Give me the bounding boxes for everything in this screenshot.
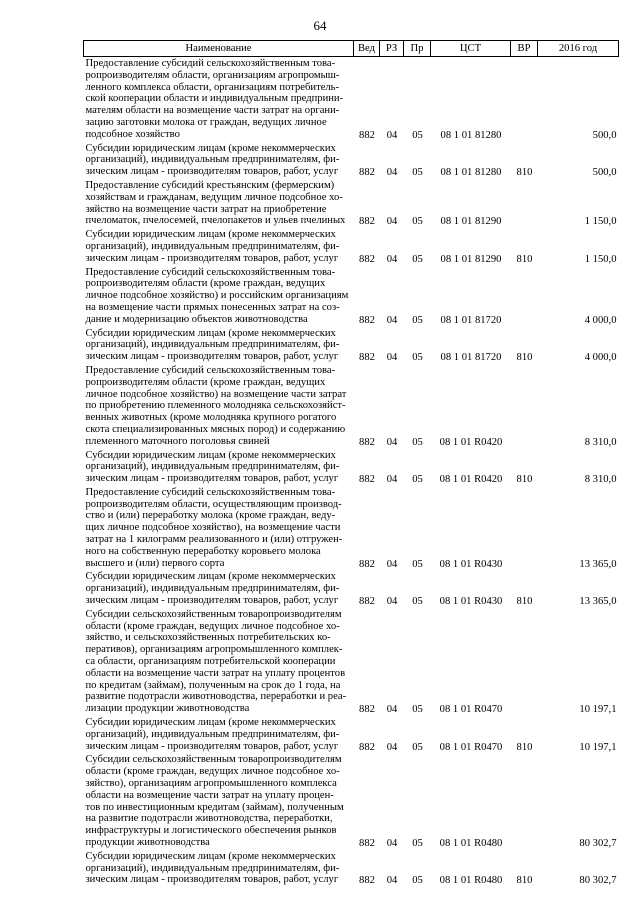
cell-rz: 04 [386, 838, 398, 849]
table-row [84, 179, 619, 228]
cell-cst: 08 1 01 R0420 [439, 436, 503, 448]
cell-sum: 8 310,0 [584, 436, 617, 448]
table-body [84, 57, 619, 888]
cell-vr [511, 486, 538, 571]
cell-pr: 05 [412, 741, 423, 753]
cell-rz: 04 [386, 129, 398, 141]
header-pr: Пр [404, 41, 431, 57]
cell-sum: 4 000,0 [584, 314, 617, 326]
cell-cst: 08 1 01 81280 [440, 129, 502, 141]
cell-name: Субсидии юридическим лицам (кроме некоммерческих организаций), индивидуальным предпринимателям, фи- зическим лицам - производителям товаров, работ, услуг [85, 449, 340, 485]
cell-cst: 08 1 01 R0430 [439, 558, 503, 570]
cell-ved: 882 [359, 875, 375, 887]
cell-vr [511, 57, 538, 142]
cell-sum: 8 310,0 [584, 474, 617, 486]
cell-ved: 882 [359, 352, 375, 364]
cell-name: Предоставление субсидий сельскохозяйственным това- ропроизводителям области (кроме граждан, ведущих личное подсобное хозяйство) и российским организациям на возмещение части прямых понесенных затрат на соз- дание и модернизацию объектов животноводства [85, 266, 349, 325]
table-row [84, 228, 619, 265]
cell-sum: 1 150,0 [584, 253, 617, 265]
cell-name: Предоставление субсидий сельскохозяйственным това- ропроизводителям области, организациям агропромыш- ленного комплекса области, организациям потребитель- ской кооперации области и индивидуальным предприни- мателям области на возмещение части затрат на органи- зацию заготовки молока от граждан, ведущих личное подсобное хозяйство [85, 58, 344, 140]
budget-table [83, 40, 619, 887]
cell-ved: 882 [359, 167, 375, 179]
cell-cst: 08 1 01 R0470 [439, 741, 503, 753]
cell-cst: 08 1 01 R0480 [439, 838, 503, 849]
cell-ved: 882 [359, 314, 375, 326]
table-row [84, 327, 619, 364]
cell-rz: 04 [386, 352, 398, 364]
table-row [84, 570, 619, 607]
cell-ved: 882 [359, 596, 375, 608]
cell-name: Субсидии юридическим лицам (кроме некоммерческих организаций), индивидуальным предпринимателям, фи- зическим лицам - производителям товаров, работ, услуг [85, 229, 340, 264]
table-row [84, 486, 619, 571]
cell-cst: 08 1 01 81720 [440, 314, 502, 326]
cell-ved: 882 [359, 558, 375, 570]
cell-ved: 882 [359, 741, 375, 753]
cell-sum: 13 365,0 [579, 558, 617, 570]
cell-ved: 882 [359, 253, 375, 265]
cell-name: Субсидии юридическим лицам (кроме некоммерческих организаций), индивидуальным предпринимателям, фи- зическим лицам - производителям товаров, работ, услуг [85, 327, 340, 363]
cell-rz: 04 [386, 875, 398, 887]
cell-sum: 500,0 [592, 129, 617, 141]
cell-sum: 4 000,0 [584, 352, 617, 364]
cell-cst: 08 1 01 R0470 [439, 704, 503, 716]
cell-rz: 04 [386, 436, 398, 448]
cell-rz: 04 [386, 314, 398, 326]
cell-pr: 05 [412, 436, 423, 448]
cell-vr: 810 [516, 167, 533, 179]
cell-sum: 80 302,7 [579, 875, 617, 887]
cell-vr: 810 [516, 253, 533, 265]
cell-vr [511, 364, 538, 449]
header-name: Наименование [84, 41, 354, 57]
cell-sum: 10 197,1 [579, 741, 617, 753]
table-row [84, 608, 619, 716]
cell-sum: 1 150,0 [584, 216, 617, 228]
cell-pr: 05 [412, 474, 423, 486]
cell-cst: 08 1 01 R0430 [439, 596, 503, 608]
cell-cst: 08 1 01 81280 [440, 167, 502, 179]
table-row [84, 266, 619, 327]
cell-name: Субсидии юридическим лицам (кроме некоммерческих организаций), индивидуальным предпринимателям, фи- зическим лицам - производителям товаров, работ, услуг [85, 850, 340, 886]
cell-vr: 810 [516, 875, 533, 887]
cell-cst: 08 1 01 81720 [440, 352, 502, 364]
cell-pr: 05 [412, 129, 423, 141]
header-vr: ВР [511, 41, 538, 57]
cell-vr: 810 [516, 352, 533, 364]
cell-pr: 05 [412, 314, 423, 326]
cell-ved: 882 [359, 436, 375, 448]
cell-ved: 882 [359, 129, 375, 141]
cell-vr: 810 [516, 474, 533, 486]
cell-rz: 04 [386, 741, 398, 753]
table-row [84, 850, 619, 887]
cell-rz: 04 [386, 558, 398, 570]
table-row [84, 364, 619, 449]
cell-pr: 05 [412, 704, 423, 716]
cell-ved: 882 [359, 704, 375, 716]
table-row [84, 716, 619, 753]
table-row [84, 57, 619, 142]
page-number: 64 [313, 18, 327, 33]
cell-cst: 08 1 01 R0480 [439, 875, 503, 887]
cell-pr: 05 [412, 167, 423, 179]
cell-pr: 05 [412, 216, 423, 228]
table-header [84, 41, 619, 57]
cell-vr: 810 [516, 741, 533, 753]
header-row [84, 41, 619, 57]
cell-vr [511, 608, 538, 716]
cell-name: Субсидии сельскохозяйственным товаропроизводителям области (кроме граждан, ведущих личное подсобное хо- зяйство, и сельскохозяйственных потребительских ко- перативов), организациям агропромышленного комплек- са области, организациям потребительской кооперации области на возмещение части затрат на уплату процентов по кредитам (займам), полученным на срок до 1 года, на развитие подотрасли животноводства, переработки и реа- лизации продукции животноводства [85, 608, 347, 715]
cell-name: Субсидии сельскохозяйственным товаропроизводителям области (кроме граждан, ведущих личное подсобное хо- зяйство), организациям агропромышленного комплекса области на возмещение части затрат на уплату процен- тов по инвестиционным кредитам (займам), полученным на развитие подотрасли животноводства, переработки, инфраструктуры и логистического обеспечения рынков продукции животноводства [85, 754, 344, 848]
cell-name: Субсидии юридическим лицам (кроме некоммерческих организаций), индивидуальным предпринимателям, фи- зическим лицам - производителям товаров, работ, услуг [85, 142, 340, 178]
header-ved: Вед [354, 41, 380, 57]
cell-rz: 04 [386, 216, 398, 228]
table-row [84, 449, 619, 486]
table-row [84, 142, 619, 179]
cell-name: Субсидии юридическим лицам (кроме некоммерческих организаций), индивидуальным предпринимателям, фи- зическим лицам - производителям товаров, работ, услуг [85, 717, 340, 752]
cell-sum: 500,0 [592, 167, 617, 179]
header-year: 2016 год [538, 41, 619, 57]
cell-rz: 04 [386, 596, 398, 608]
cell-sum: 13 365,0 [579, 596, 617, 608]
cell-pr: 05 [412, 253, 423, 265]
cell-rz: 04 [386, 474, 398, 486]
header-rz: РЗ [380, 41, 404, 57]
cell-cst: 08 1 01 R0420 [439, 474, 503, 486]
cell-pr: 05 [412, 352, 423, 364]
cell-rz: 04 [386, 167, 398, 179]
cell-sum: 80 302,7 [579, 838, 617, 849]
table-row [84, 753, 619, 849]
cell-ved: 882 [359, 474, 375, 486]
cell-vr [511, 753, 538, 849]
cell-name: Предоставление субсидий сельскохозяйственным това- ропроизводителям области, осуществляющим производ- ство и (или) переработку молока (кроме граждан, веду- щих личное подсобное хозяйство), на возмещение части затрат на 1 килограмм реализованного и (или) отгружен- ного на собственную переработку коровьего молока высшего и (или) первого сорта [85, 486, 343, 569]
cell-pr: 05 [412, 596, 423, 608]
cell-name: Предоставление субсидий крестьянским (фермерским) хозяйствам и гражданам, ведущим личное подсобное хо- зяйство на возмещение части затрат на приобретение пчеломаток, пчелосемей, пчелопакетов и ульев пчелиных [85, 179, 346, 227]
cell-ved: 882 [359, 838, 375, 849]
cell-name: Предоставление субсидий сельскохозяйственным това- ропроизводителям области (кроме граждан, ведущих личное подсобное хозяйство) на возмещение части затрат по приобретению племенного молодняка сельскохозяйст- венных животных (кроме молодняка крупного рогатого скота специализированных мясных пород) и содержанию племенного маточного поголовья свиней [85, 364, 347, 447]
cell-name: Субсидии юридическим лицам (кроме некоммерческих организаций), индивидуальным предпринимателям, фи- зическим лицам - производителям товаров, работ, услуг [85, 571, 340, 607]
cell-cst: 08 1 01 81290 [440, 216, 502, 228]
cell-pr: 05 [412, 558, 423, 570]
cell-rz: 04 [386, 253, 398, 265]
cell-pr: 05 [412, 875, 423, 887]
cell-ved: 882 [359, 216, 375, 228]
header-cst: ЦСТ [431, 41, 511, 57]
cell-sum: 10 197,1 [579, 704, 617, 716]
cell-pr: 05 [412, 838, 423, 849]
cell-vr [511, 179, 538, 228]
cell-rz: 04 [386, 704, 398, 716]
cell-vr: 810 [516, 596, 533, 608]
cell-vr [511, 266, 538, 327]
cell-cst: 08 1 01 81290 [440, 253, 502, 265]
